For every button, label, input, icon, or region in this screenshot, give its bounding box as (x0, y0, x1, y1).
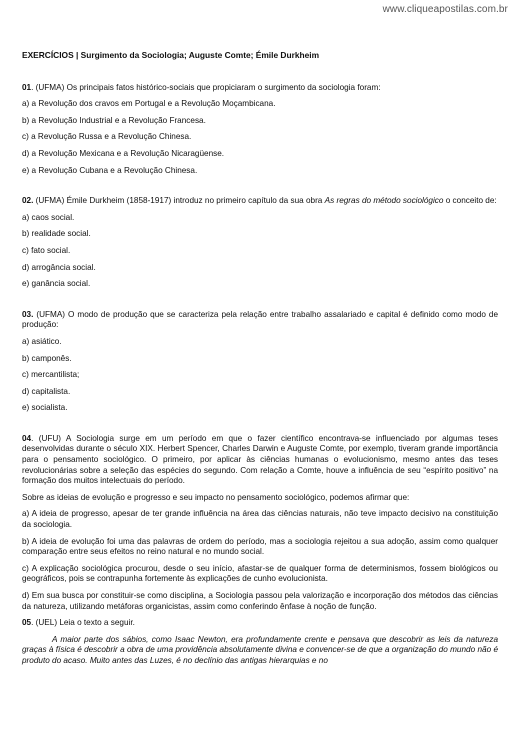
question-text: . (UFMA) Os principais fatos histórico-sociais que propiciaram o surgimento da sociologia foram: (31, 82, 381, 92)
document-page (22, 50, 498, 667)
question-text: o conceito de: (443, 196, 497, 206)
question-3-option-e: e) socialista. (22, 403, 68, 413)
question-1-stem (22, 83, 498, 94)
question-2-stem (22, 196, 498, 207)
question-number: 04 (22, 433, 32, 443)
question-text: . (UEL) Leia o texto a seguir. (31, 618, 135, 628)
question-1-option-a: a) a Revolução dos cravos em Portugal e a Revolução Moçambicana. (22, 99, 276, 109)
question-3-stem (22, 310, 498, 331)
question-2-option-c: c) fato social. (22, 245, 71, 255)
question-2-option-b: b) realidade social. (22, 229, 91, 239)
question-text: . (UFU) A Sociologia surge em um período em que o fazer científico encontrava-se influenciado por algumas teses desenvolvidas durante o século XIX. Herbert Spencer, Charles Darwin e Auguste Comte, por exemplo, tiveram grande importância para o pensamento sociológico. O primeiro, por aplicar às ciências humanas o evolucionismo, mesmo antes das teses revolucionárias sobre a seleção das espécies do segundo. Com relação a Comte, houve a influência de seu “espírito positivo” na formação dos muitos intelectuais do período. (22, 433, 498, 486)
question-1-option-c: c) a Revolução Russa e a Revolução Chinesa. (22, 132, 192, 142)
question-text: (UFMA) Émile Durkheim (1858-1917) introduz no primeiro capítulo da sua obra (33, 196, 325, 206)
question-3-option-d: d) capitalista. (22, 386, 71, 396)
question-1-option-e: e) a Revolução Cubana e a Revolução Chinesa. (22, 165, 198, 175)
question-4-option-d: d) Em sua busca por constituir-se como disciplina, a Sociologia passou pela valorização e incorporação dos métodos das ciências da natureza, utilizando metáforas organicistas, assim como conferindo ênfase à noção de função. (22, 591, 498, 611)
question-3-option-a: a) asiático. (22, 336, 62, 346)
question-number: 05 (22, 618, 32, 628)
question-4-stem (22, 434, 498, 487)
question-2-option-e: e) ganância social. (22, 279, 91, 289)
question-5-stem (22, 618, 498, 629)
question-number: 02. (22, 196, 34, 206)
question-4-option-a: a) A ideia de progresso, apesar de ter grande influência na área das ciências naturais, não teve impacto decisivo na constituição da sociologia. (22, 509, 498, 530)
question-number: 03. (22, 309, 34, 319)
question-1-option-b: b) a Revolução Industrial e a Revolução Francesa. (22, 115, 206, 125)
question-4-option-c: c) A explicação sociológica procurou, desde o seu início, afastar-se de qualquer forma de determinismos, fossem biológicos ou geográficos, pois se contrapunha fortemente às explicações de cunho evolucionista. (22, 563, 498, 584)
question-3-option-b: b) camponês. (22, 353, 72, 363)
question-4-prompt: Sobre as ideias de evolução e progresso e seu impacto no pensamento sociológico, podemos afirmar que: (22, 492, 410, 502)
question-5-quote: A maior parte dos sábios, como Isaac Newton, era profundamente crente e pensava que descobrir as leis da natureza graças à física é descobrir a obra de uma providência absolutamente divina e convencer-se de que a organização do mundo não é produto do acaso. Muito antes das Luzes, é no declínio das antigas hierarquias e no (22, 634, 498, 665)
watermark: www.cliqueapostilas.com.br (382, 4, 508, 15)
question-text: (UFMA) O modo de produção que se caracteriza pela relação entre trabalho assalariado e capital é definido como modo de produção: (22, 309, 498, 330)
question-4-option-b: b) A ideia de evolução foi uma das palavras de ordem do período, mas a sociologia rejeitou a sua adoção, assim como qualquer comparação entre seus efeitos no reino natural e no mundo social. (22, 536, 498, 557)
question-2-option-d: d) arrogância social. (22, 262, 96, 272)
book-title: As regras do método sociológico (324, 196, 444, 206)
question-3-option-c: c) mercantilista; (22, 370, 80, 380)
question-number: 01 (22, 82, 32, 92)
question-2-option-a: a) caos social. (22, 212, 75, 222)
question-1-option-d: d) a Revolução Mexicana e a Revolução Nicaragüense. (22, 148, 225, 158)
page-title: EXERCÍCIOS | Surgimento da Sociologia; Auguste Comte; Émile Durkheim (22, 50, 320, 60)
